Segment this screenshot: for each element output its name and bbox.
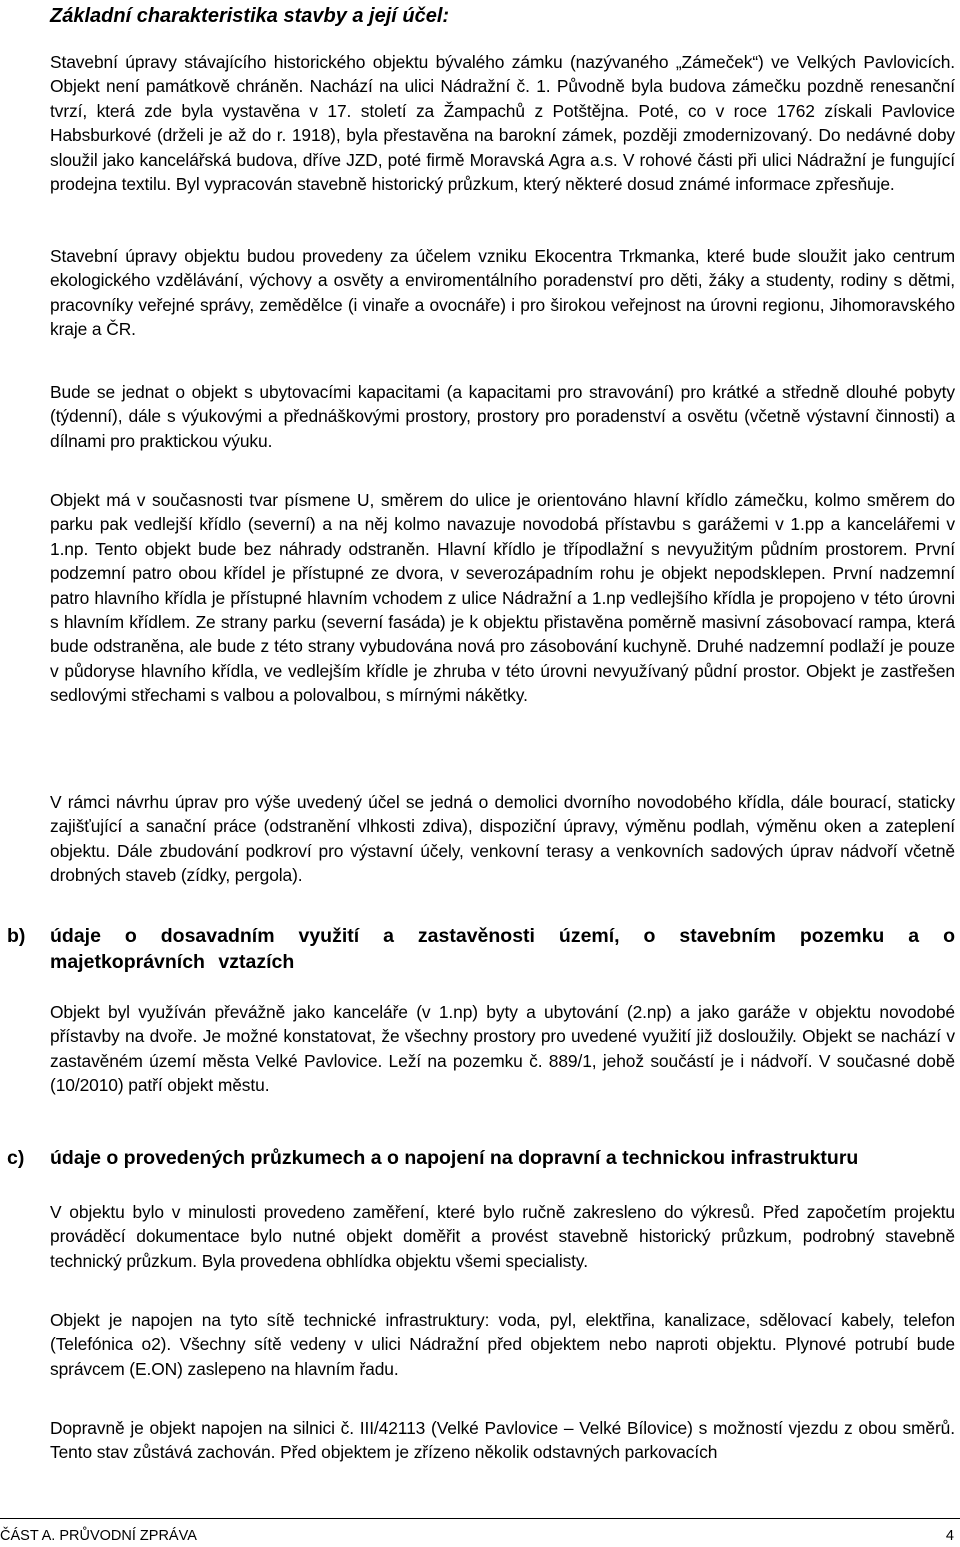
paragraph-history: Stavební úpravy stávajícího historického objektu bývalého zámku (nazývaného „Zámeček“) ve Velkých Pavlovicích. Objekt není památkově chráněn. Nachází na ulici Nádražní č. 1. Původně byla budova zámečku pozdně renesanční tvrzí, která zde byla vystavěna v 17. století za Žampachů z Potštějna. Poté, co v roce 1762 získali Pavlovice Habsburkové (drželi je až do r. 1918), byla přestavěna na barokní zámek, později zmodernizovaný. Do nedávné doby sloužil jako kancelářská budova, dříve JZD, poté firmě Moravská Agra a.s. V rohové části při ulici Nádražní je fungující prodejna textilu. Byl vypracován stavebně historický průzkum, který některé dosud známé informace zpřesňuje. (50, 52, 955, 195)
main-heading: Základní charakteristika stavby a její účel: (50, 5, 450, 27)
footer-section-label: ČÁST A. PRŮVODNÍ ZPRÁVA (0, 1528, 197, 1544)
paragraph-transport: Dopravně je objekt napojen na silnici č. III/42113 (Velké Pavlovice – Velké Bílovice) s možností vjezdu z obou směrů. Tento stav zůstává zachován. Před objektem je zřízeno několik odstavných parkovacích (50, 1418, 955, 1463)
paragraph-utilities: Objekt je napojen na tyto sítě technické infrastruktury: voda, pyl, elektřina, kanalizace, sdělovací kabely, telefon (Telefónica o2). Všechny sítě vedeny v ulici Nádražní před objektem nebo naproti objektu. Plynové potrubí bude správcem (E.ON) zaslepeno na hlavním řadu. (50, 1310, 955, 1379)
paragraph-surveys: V objektu bylo v minulosti provedeno zaměření, které bylo ručně zakresleno do výkresů. Před započetím projektu prováděcí dokumentace bylo nutné objekt doměřit a provést stavebně historický průzkum, podrobný stavebně technický průzkum. Byla provedena obhlídka objektu všemi specialisty. (50, 1202, 955, 1271)
paragraph-building-shape: Objekt má v současnosti tvar písmene U, směrem do ulice je orientováno hlavní křídlo zámečku, kolmo směrem do parku pak vedlejší křídlo (severní) a na něj kolmo navazuje novodobá přístavbu s garážemi v 1.pp a kancelářemi v 1.np. Tento objekt bude bez náhrady odstraněn. Hlavní křídlo je třípodlažní s nevyužitým půdním prostorem. První podzemní patro obou křídel je přístupné ze dvora, v severozápadním rohu je objekt nepodsklepen. První nadzemní patro hlavního křídla je přístupné hlavním vchodem z ulice Nádražní a 1.np vedlejšího křídla je propojeno v této úrovni s hlavním křídlem. Ze strany parku (severní fasáda) je k objektu přistavěna poměrně masivní zásobovací rampa, která bude odstraněna, ale bude z této strany vybudována nová pro zásobování kuchyně. Druhé nadzemní podlaží je pouze v půdoryse hlavního křídla, ve vedlejším křídle je zhruba v této úrovni nevyužívaný půdní prostor. Objekt je zastřešen sedlovými střechami s valbou a polovalbou, s mírnými nákětky. (50, 490, 955, 706)
paragraph-capacities: Bude se jednat o objekt s ubytovacími kapacitami (a kapacitami pro stravování) pro krátké a středně dlouhé pobyty (týdenní), dále s výukovými a přednáškovými prostory, prostory pro poradenství a osvětu (včetně výstavní činnosti) a dílnami pro praktickou výuku. (50, 382, 955, 451)
paragraph-proposal: V rámci návrhu úprav pro výše uvedený účel se jedná o demolici dvorního novodobého křídla, dále bourací, staticky zajišťující a sanační práce (odstranění vlhkosti zdiva), dispoziční úpravy, výměnu podlah, výměnu oken a zateplení objektu. Dále zbudování podkroví pro výstavní účely, venkovní terasy a venkovních sadových úprav nádvoří včetně drobných staveb (zídky, pergola). (50, 792, 955, 886)
section-b-title: údaje o dosavadním využití a zastavěnosti území, o stavebním pozemku a o majetkoprávních vztazích (50, 925, 955, 973)
footer-page-number: 4 (945, 1528, 954, 1544)
section-b-letter: b) (7, 925, 26, 947)
section-b-heading (0, 923, 955, 975)
paragraph-purpose: Stavební úpravy objektu budou provedeny za účelem vzniku Ekocentra Trkmanka, které bude sloužit jako centrum ekologického vzdělávání, výchovy a osvěty a enviromentálního poradenství pro děti, žáky a studenty, rodiny s dětmi, pracovníky veřejné správy, zemědělce (i vinaře a ovocnáře) i pro širokou veřejnost na úrovni regionu, Jihomoravského kraje a ČR. (50, 246, 955, 340)
section-c-letter: c) (7, 1147, 25, 1169)
footer-divider (0, 1518, 960, 1519)
paragraph-previous-use: Objekt byl využíván převážně jako kanceláře (v 1.np) byty a ubytování (2.np) a jako garáže v objektu novodobé přístavby na dvoře. Je možné konstatovat, že všechny prostory pro uvedené využití již dosloužily. Objekt se nachází v zastavěném území města Velké Pavlovice. Leží na pozemku č. 889/1, jehož součástí je i nádvoří. V současné době (10/2010) patří objekt městu. (50, 1002, 955, 1096)
section-c-heading (0, 1145, 955, 1171)
section-c-title: údaje o provedených průzkumech a o napojení na dopravní a technickou infrastrukturu (50, 1147, 859, 1169)
